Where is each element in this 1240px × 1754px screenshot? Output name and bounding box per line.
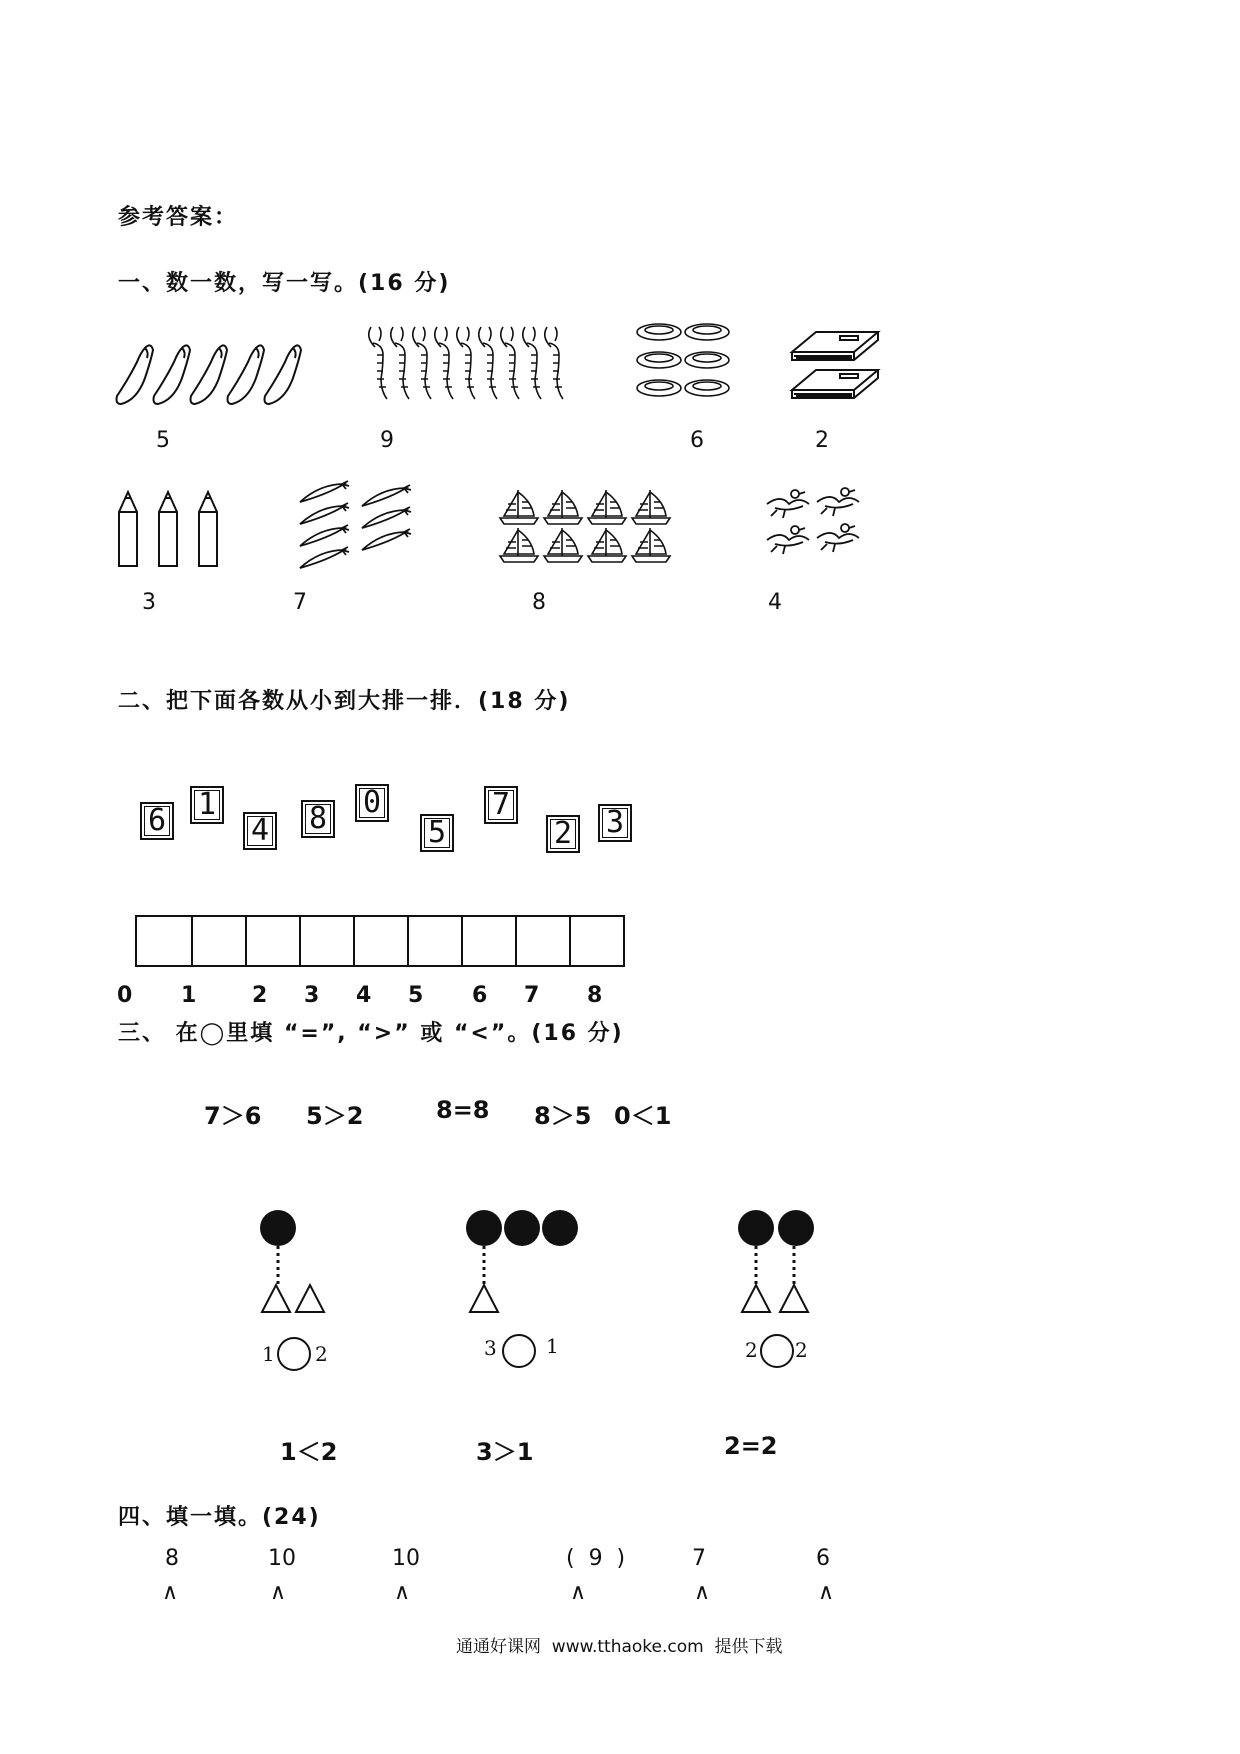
filled-dot xyxy=(466,1210,502,1246)
split-branch: ∧ xyxy=(162,1580,179,1605)
sorted-number: 2 xyxy=(252,983,268,1008)
q2-title: 二、把下面各数从小到大排一排．(18 分) xyxy=(118,689,571,714)
sorted-number: 4 xyxy=(356,983,372,1008)
compare-circle[interactable] xyxy=(502,1334,536,1368)
triangle-icon xyxy=(468,1282,504,1314)
split-top: 10 xyxy=(268,1546,296,1571)
q1-answer: 7 xyxy=(293,590,307,615)
filled-dot xyxy=(738,1210,774,1246)
group-answer: 3＞1 xyxy=(476,1438,534,1466)
q1-answer: 5 xyxy=(156,428,170,453)
triangle-icon xyxy=(260,1282,330,1314)
comparison-answer: 8=8 xyxy=(436,1096,490,1124)
bird-icon xyxy=(765,488,865,560)
answer-box[interactable] xyxy=(353,915,409,967)
q1-answer: 6 xyxy=(690,428,704,453)
filled-dot xyxy=(260,1210,296,1246)
comparison-answer: 8＞5 xyxy=(534,1102,592,1130)
sorted-number: 6 xyxy=(472,983,488,1008)
split-top: 8 xyxy=(165,1546,179,1571)
split-branch: ∧ xyxy=(394,1580,411,1605)
compare-right: 1 xyxy=(546,1334,559,1358)
triangle-icon xyxy=(740,1282,814,1314)
number-card: 4 xyxy=(243,812,277,850)
comparison-answer: 5＞2 xyxy=(306,1102,364,1130)
q1-answer: 3 xyxy=(142,590,156,615)
comparison-answer: 0＜1 xyxy=(614,1102,672,1130)
number-card: 3 xyxy=(598,804,632,842)
answer-key-heading: 参考答案： xyxy=(118,205,239,230)
pencil-icon xyxy=(115,488,225,568)
answer-box[interactable] xyxy=(569,915,625,967)
q1-answer: 8 xyxy=(532,590,546,615)
sorted-number: 0 xyxy=(117,983,133,1008)
compare-left: 1 xyxy=(262,1342,275,1366)
q4-title: 四、填一填。(24) xyxy=(118,1505,321,1530)
split-branch: ∧ xyxy=(694,1580,711,1605)
filled-dot xyxy=(778,1210,814,1246)
compare-right: 2 xyxy=(315,1342,328,1366)
split-top: 10 xyxy=(392,1546,420,1571)
split-branch: ∧ xyxy=(818,1580,835,1605)
dotted-connector xyxy=(748,1246,808,1286)
compare-left: 2 xyxy=(745,1338,758,1362)
split-branch: ∧ xyxy=(570,1580,587,1605)
sorted-number: 1 xyxy=(181,983,197,1008)
sorted-number: 3 xyxy=(304,983,320,1008)
number-card: 0 xyxy=(355,784,389,822)
group-answer: 2=2 xyxy=(724,1432,778,1460)
footer-text: 通通好课网 www.tthaoke.com 提供下载 xyxy=(456,1637,783,1657)
number-card: 5 xyxy=(420,814,454,852)
carrot-icon xyxy=(298,480,418,572)
compare-left: 3 xyxy=(484,1336,497,1360)
sorted-number: 7 xyxy=(524,983,540,1008)
comparison-answer: 7＞6 xyxy=(204,1102,262,1130)
dotted-connector xyxy=(476,1246,496,1286)
filled-dot xyxy=(504,1210,540,1246)
split-top: 7 xyxy=(692,1546,706,1571)
answer-boxes xyxy=(135,915,625,967)
eggplant-icon xyxy=(115,340,305,410)
q1-answer: 9 xyxy=(380,428,394,453)
plate-icon xyxy=(635,322,745,404)
number-card: 8 xyxy=(301,800,335,838)
sorted-number: 8 xyxy=(587,983,603,1008)
compare-circle[interactable] xyxy=(277,1337,311,1371)
number-card: 2 xyxy=(546,815,580,853)
number-card: 1 xyxy=(190,786,224,824)
answer-box[interactable] xyxy=(515,915,571,967)
filled-dot xyxy=(542,1210,578,1246)
compare-right: 2 xyxy=(795,1338,808,1362)
split-top: 6 xyxy=(816,1546,830,1571)
compare-circle[interactable] xyxy=(760,1334,794,1368)
number-card: 7 xyxy=(484,786,518,824)
answer-box[interactable] xyxy=(299,915,355,967)
shrimp-icon xyxy=(365,325,575,403)
answer-box[interactable] xyxy=(461,915,517,967)
answer-box[interactable] xyxy=(407,915,463,967)
q1-answer: 4 xyxy=(768,590,782,615)
group-answer: 1＜2 xyxy=(280,1438,338,1466)
q1-title: 一、数一数，写一写。(16 分) xyxy=(118,271,451,296)
answer-box[interactable] xyxy=(191,915,247,967)
book-icon xyxy=(790,330,885,405)
sorted-number: 5 xyxy=(408,983,424,1008)
split-branch: ∧ xyxy=(270,1580,287,1605)
split-top: ( 9 ) xyxy=(566,1546,626,1571)
q1-answer: 2 xyxy=(815,428,829,453)
answer-box[interactable] xyxy=(135,915,193,967)
number-card: 6 xyxy=(140,802,174,840)
sailboat-icon xyxy=(498,488,688,566)
answer-box[interactable] xyxy=(245,915,301,967)
dotted-connector xyxy=(270,1246,290,1286)
q3-title: 三、 在◯里填 “=”, “>” 或 “<”。(16 分) xyxy=(118,1021,624,1046)
